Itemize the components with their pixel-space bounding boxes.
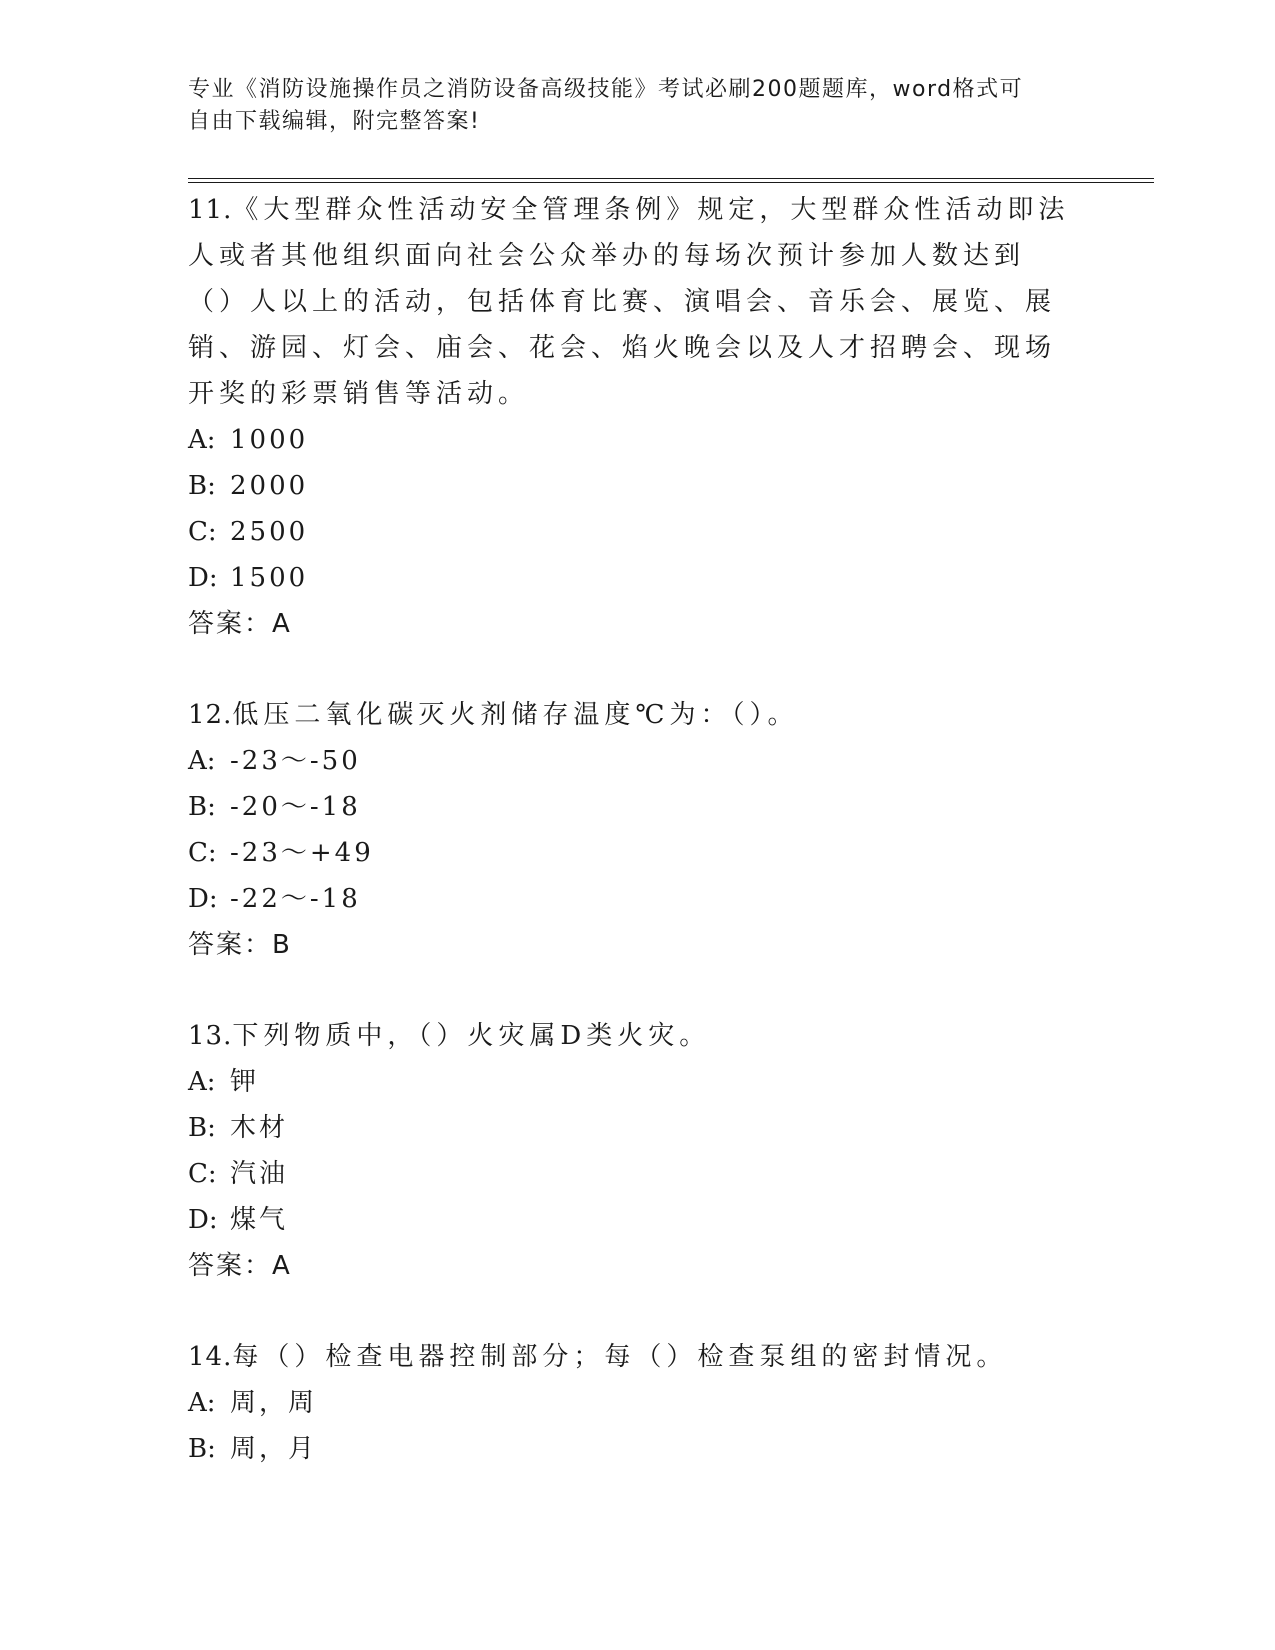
option-c <box>188 509 1088 555</box>
option-label: D: <box>188 563 218 593</box>
answer-line: 答案：A <box>188 1251 292 1281</box>
option-text: 2000 <box>230 471 309 501</box>
question-number: 11. <box>188 195 233 225</box>
option-text: -23～+49 <box>230 838 374 868</box>
option-label: D: <box>188 884 218 914</box>
question-number: 12. <box>188 700 233 730</box>
option-a <box>188 1380 1088 1426</box>
question-number: 14. <box>188 1342 233 1372</box>
option-d <box>188 1197 1088 1243</box>
option-label: A: <box>188 425 216 455</box>
option-a <box>188 738 1088 784</box>
document-header <box>188 74 1068 138</box>
option-text: -23～-50 <box>230 746 361 776</box>
question-text <box>188 187 1073 417</box>
option-text: 汽油 <box>230 1159 289 1189</box>
option-label: B: <box>188 1434 216 1464</box>
option-text: 周，周 <box>230 1388 318 1418</box>
option-label: A: <box>188 1067 216 1097</box>
option-text: 周，月 <box>230 1434 318 1464</box>
header-divider-top <box>188 178 1154 179</box>
option-text: 钾 <box>230 1067 260 1097</box>
option-b <box>188 1426 1088 1472</box>
option-text: -20～-18 <box>230 792 361 822</box>
option-label: B: <box>188 792 216 822</box>
option-label: B: <box>188 1113 216 1143</box>
question-text <box>188 1013 1073 1059</box>
option-label: C: <box>188 517 217 547</box>
question-text <box>188 692 1073 738</box>
answer-line: 答案：A <box>188 609 292 639</box>
question-11 <box>188 187 1088 647</box>
question-13 <box>188 1013 1088 1289</box>
option-text: -22～-18 <box>230 884 361 914</box>
question-body: 低压二氧化碳灭火剂储存温度℃为：（）。 <box>232 700 799 730</box>
question-body: 每（）检查电器控制部分；每（）检查泵组的密封情况。 <box>232 1342 1008 1372</box>
question-number: 13. <box>188 1021 233 1051</box>
option-label: B: <box>188 471 216 501</box>
option-b <box>188 784 1088 830</box>
option-a <box>188 417 1088 463</box>
question-body: 《大型群众性活动安全管理条例》规定，大型群众性活动即法人或者其他组织面向社会公众举办的每场次预计参加人数达到（）人以上的活动，包括体育比赛、演唱会、音乐会、展览、展销、游园、灯会、庙会、花会、焰火晚会以及人才招聘会、现场开奖的彩票销售等活动。 <box>188 195 1070 409</box>
option-b <box>188 1105 1088 1151</box>
question-14 <box>188 1334 1088 1472</box>
option-d <box>188 555 1088 601</box>
option-text: 1000 <box>230 425 309 455</box>
question-12 <box>188 692 1088 968</box>
option-a <box>188 1059 1088 1105</box>
option-label: C: <box>188 1159 217 1189</box>
option-label: C: <box>188 838 217 868</box>
option-c <box>188 1151 1088 1197</box>
question-list <box>188 187 1088 1517</box>
option-c <box>188 830 1088 876</box>
header-line-2: 自由下载编辑，附完整答案! <box>188 109 481 134</box>
option-b <box>188 463 1088 509</box>
option-text: 木材 <box>230 1113 289 1143</box>
option-text: 1500 <box>230 563 309 593</box>
answer-line: 答案：B <box>188 930 292 960</box>
option-label: A: <box>188 746 216 776</box>
header-line-1: 专业《消防设施操作员之消防设备高级技能》考试必刷200题题库，word格式可 <box>188 77 1024 102</box>
option-text: 煤气 <box>230 1205 289 1235</box>
option-text: 2500 <box>230 517 309 547</box>
option-d <box>188 876 1088 922</box>
option-label: A: <box>188 1388 216 1418</box>
header-divider-bottom <box>188 182 1154 183</box>
question-body: 下列物质中，（）火灾属D类火灾。 <box>232 1021 711 1051</box>
option-label: D: <box>188 1205 218 1235</box>
question-text <box>188 1334 1073 1380</box>
